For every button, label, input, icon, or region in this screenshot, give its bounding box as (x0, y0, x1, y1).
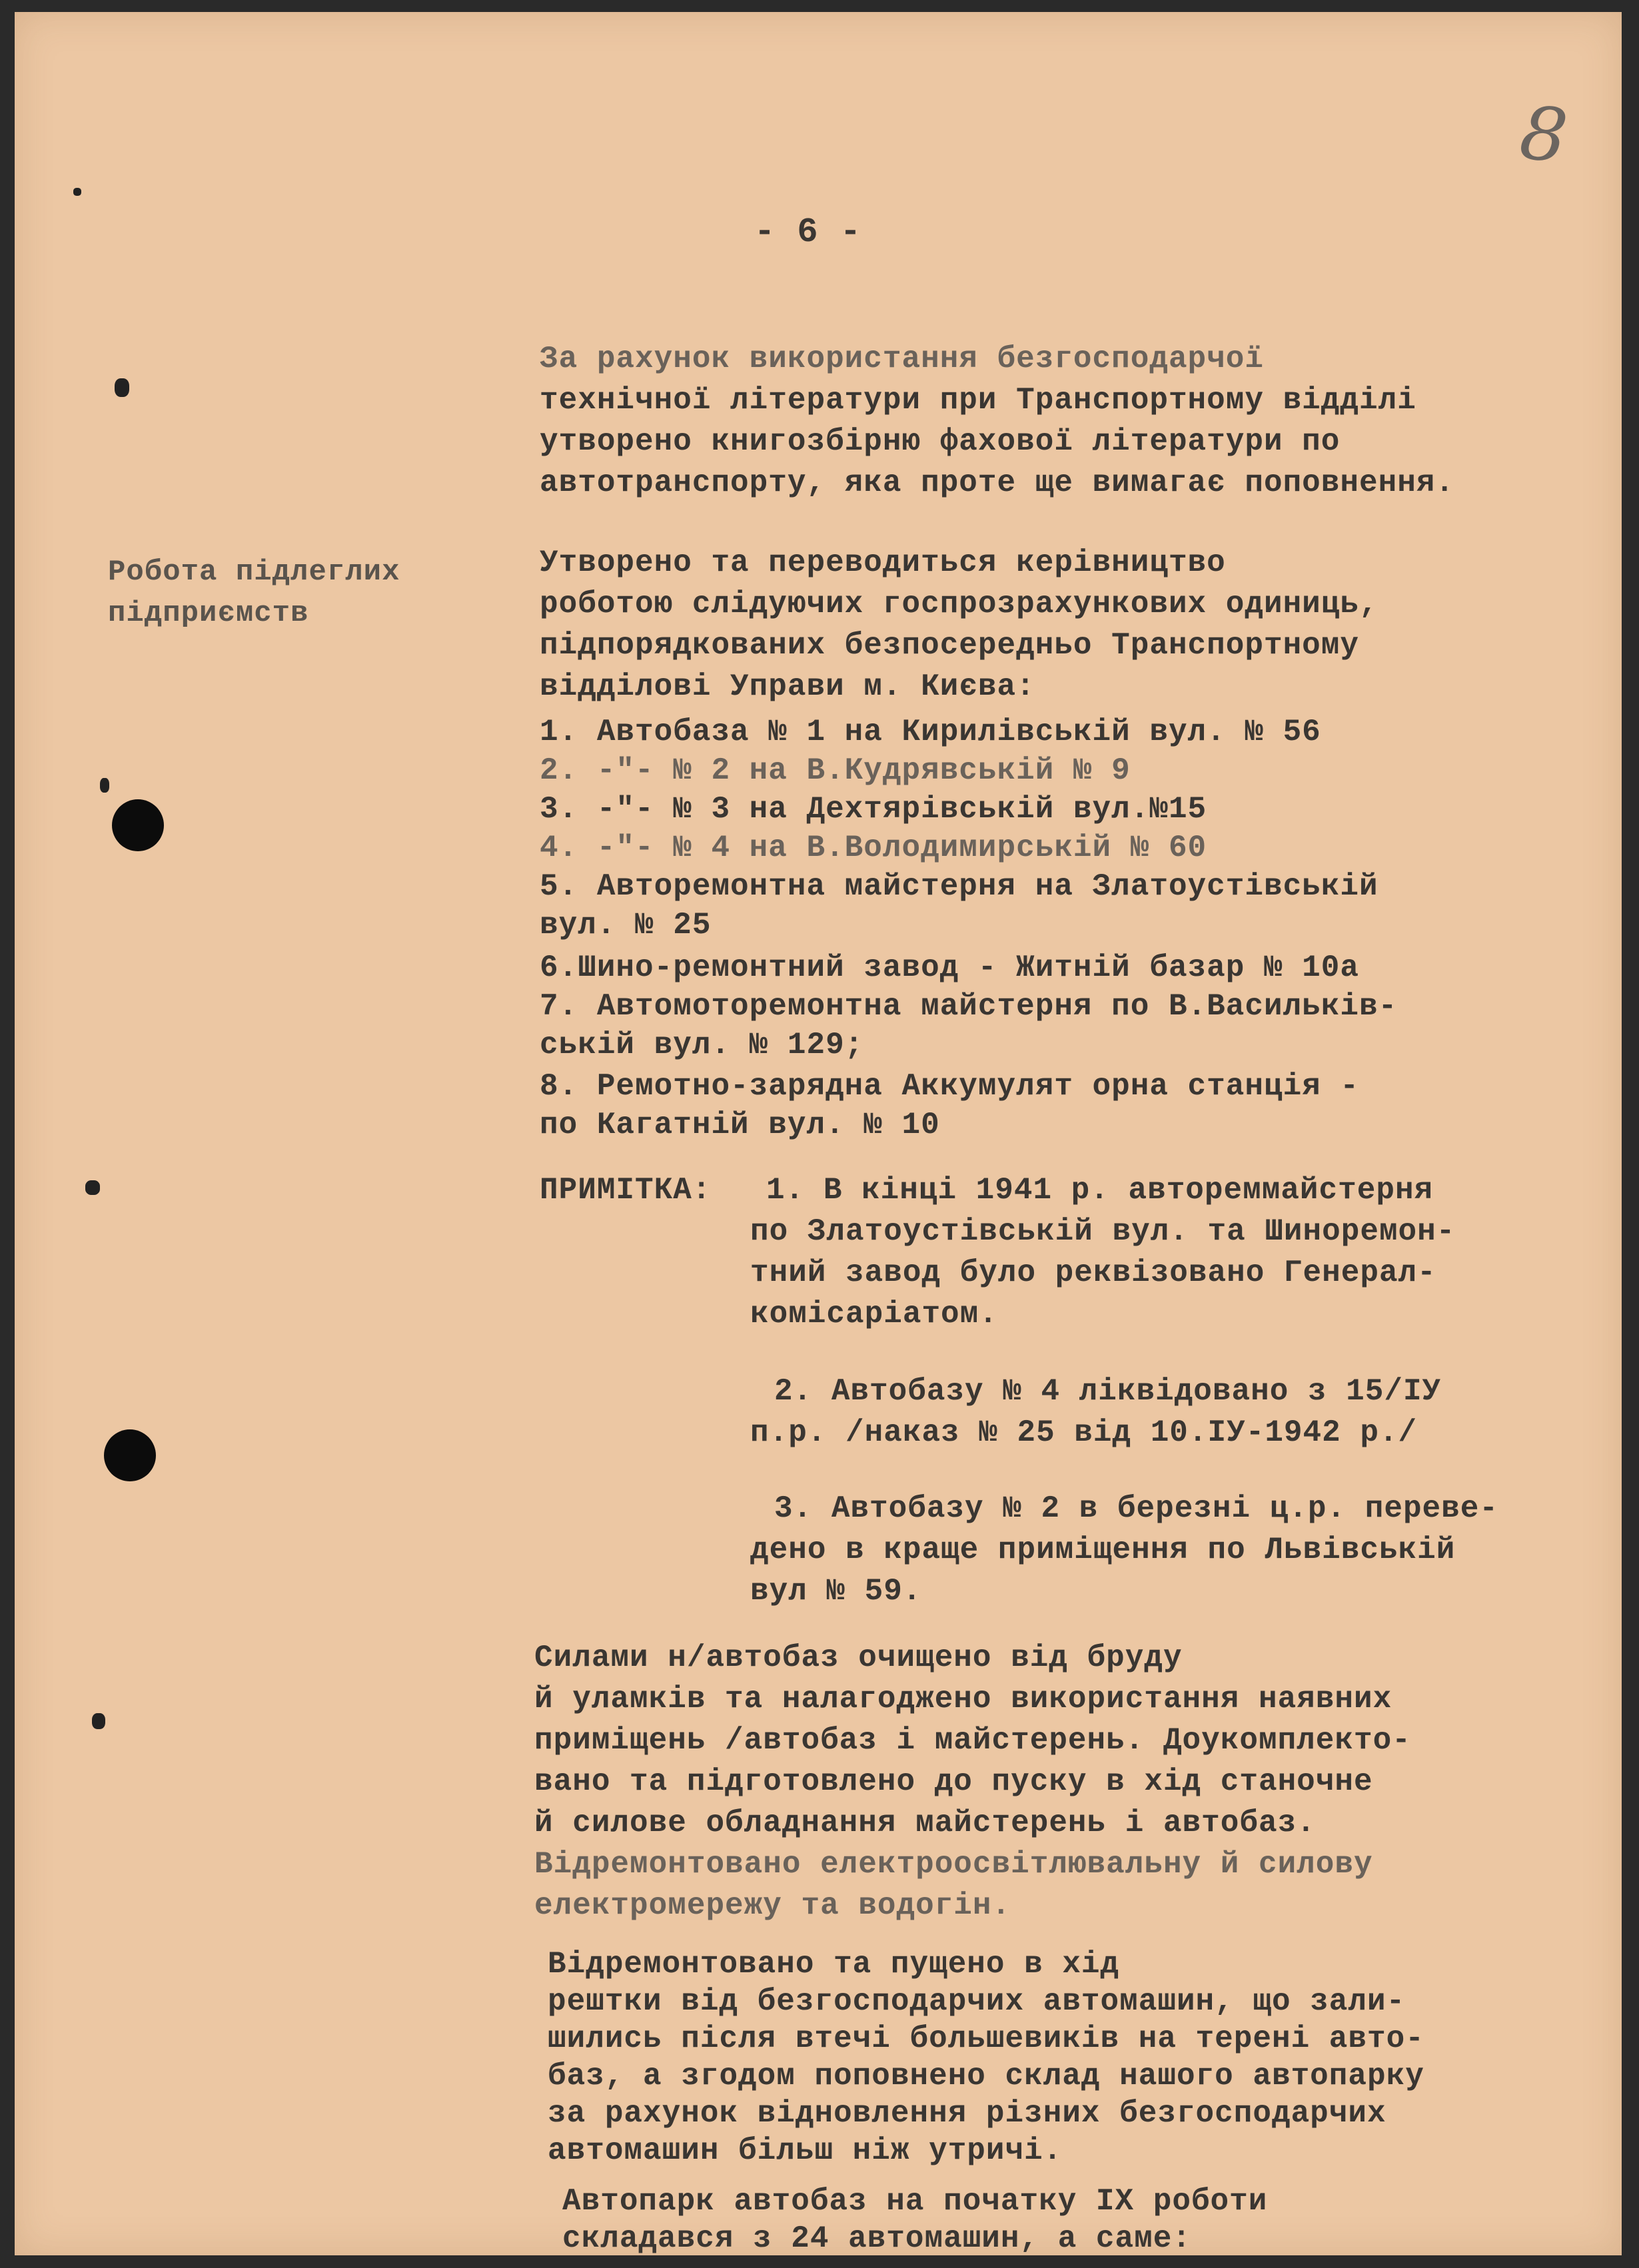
paragraph-repair-line: за рахунок відновлення різних безгосподарчих (548, 2096, 1386, 2131)
paragraph-repair-line: автомашин більш ніж утричі. (548, 2133, 1063, 2168)
paragraph-library-line: технічної літератури при Транспортному відділі (540, 383, 1416, 418)
units-list-item: вул. № 25 (540, 908, 712, 943)
margin-note-line: Робота підлеглих (108, 556, 400, 589)
paragraph-library-line: За рахунок використання безгосподарчої (540, 342, 1264, 376)
punch-hole (112, 799, 164, 851)
units-list-item: 3. -"- № 3 на Дехтярівській вул.№15 (540, 792, 1207, 827)
units-list-item: 1. Автобаза № 1 на Кирилівській вул. № 56 (540, 715, 1321, 749)
paragraph-cleanup-line: Силами н/автобаз очищено від бруду (534, 1641, 1183, 1675)
note-1-line: тний завод було реквізовано Генерал- (750, 1256, 1436, 1290)
units-list-item: по Кагатній вул. № 10 (540, 1108, 940, 1142)
units-list-item: ській вул. № 129; (540, 1028, 864, 1062)
paragraph-cleanup-line: й силове обладнання майстерень і автобаз. (534, 1806, 1316, 1840)
note-1-line: по Златоустівській вул. та Шиноремон- (750, 1214, 1456, 1249)
paragraph-cleanup-line: й уламків та налагоджено використання наявних (534, 1682, 1392, 1716)
punch-hole (104, 1429, 156, 1481)
paper-speck (73, 188, 81, 196)
paragraph-units-line: Утворено та переводиться керівництво (540, 546, 1226, 580)
paper-speck (85, 1180, 100, 1195)
folio-number: 8 (1516, 89, 1572, 180)
paragraph-library-line: автотранспорту, яка проте ще вимагає поповнення. (540, 466, 1455, 500)
paragraph-repair-line: шились після втечі большевиків на терені авто- (548, 2022, 1424, 2056)
units-list-item: 4. -"- № 4 на В.Володимирській № 60 (540, 831, 1207, 865)
paragraph-cleanup-line: приміщень /автобаз і майстерень. Доукомплекто- (534, 1723, 1411, 1758)
units-list-item: 5. Авторемонтна майстерня на Златоустівській (540, 869, 1378, 904)
paragraph-units-line: підпорядкованих безпосередньо Транспортному (540, 628, 1359, 663)
paragraph-units-line: роботою слідуючих госпрозрахункових одиниць, (540, 587, 1378, 621)
units-list-item: 8. Ремотно-зарядна Аккумулят орна станція - (540, 1069, 1359, 1104)
paragraph-units-line: відділові Управи м. Києва: (540, 669, 1035, 704)
archival-page (15, 12, 1622, 2255)
paragraph-cleanup-line: Відремонтовано електроосвітлювальну й силову (534, 1847, 1373, 1882)
paragraph-repair-line: Відремонтовано та пущено в хід (548, 1947, 1120, 1982)
paragraph-library-line: утворено книгозбірню фахової літератури по (540, 424, 1341, 459)
note-2-line: п.р. /наказ № 25 від 10.ІУ-1942 р./ (750, 1415, 1418, 1450)
note-3-line: вул № 59. (750, 1574, 922, 1609)
paper-speck (115, 378, 129, 397)
note-3-line: 3. Автобазу № 2 в березні ц.р. переве- (774, 1491, 1498, 1526)
paper-speck (100, 778, 109, 793)
units-list-item: 2. -"- № 2 на В.Кудрявській № 9 (540, 753, 1131, 788)
paragraph-fleet-line: складався з 24 автомашин, а саме: (562, 2221, 1191, 2256)
units-list-item: 6.Шино-ремонтний завод - Житній базар № 10а (540, 950, 1359, 985)
note-3-line: дено в краще приміщення по Львівській (750, 1533, 1456, 1567)
paragraph-repair-line: баз, а згодом поповнено склад нашого автопарку (548, 2059, 1424, 2093)
units-list-item: 7. Автомоторемонтна майстерня по В.Васильків- (540, 989, 1398, 1024)
paper-speck (92, 1713, 105, 1729)
margin-note-line: підприємств (108, 597, 309, 630)
paragraph-cleanup-line: електромережу та водогін. (534, 1888, 1011, 1923)
note-2-line: 2. Автобазу № 4 ліквідовано з 15/ІУ (774, 1374, 1442, 1409)
page-number: - 6 - (754, 212, 862, 252)
note-1-line: 1. В кінці 1941 р. автореммайстерня (766, 1173, 1434, 1208)
note-label: ПРИМІТКА: (540, 1173, 712, 1208)
note-1-line: комісаріатом. (750, 1297, 998, 1331)
paragraph-cleanup-line: вано та підготовлено до пуску в хід станочне (534, 1764, 1373, 1799)
paragraph-fleet-line: Автопарк автобаз на початку ІХ роботи (562, 2184, 1268, 2219)
paragraph-repair-line: рештки від безгосподарчих автомашин, що зали- (548, 1984, 1406, 2019)
